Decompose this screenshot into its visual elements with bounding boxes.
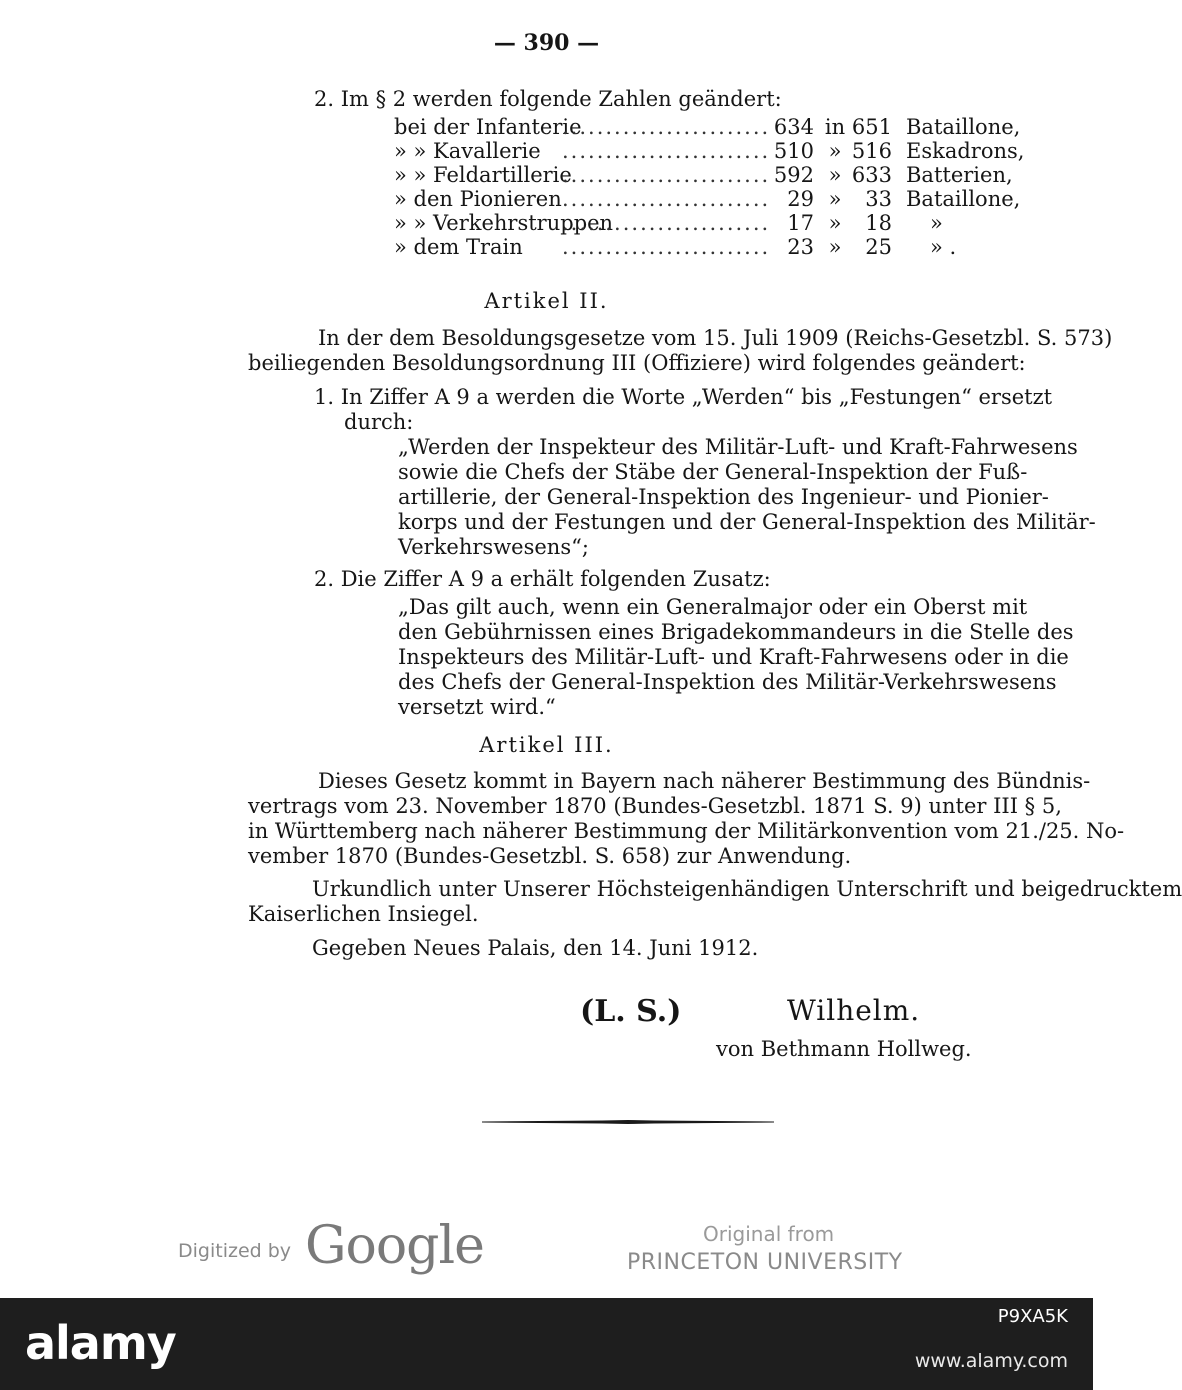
section-intro: 2. Im § 2 werden folgende Zahlen geändert:	[314, 87, 782, 111]
article-3-line: in Württemberg nach näherer Bestimmung der Militärkonvention vom 21./25. No-	[248, 819, 1125, 843]
article-2-line: In der dem Besoldungsgesetze vom 15. Juli 1909 (Reichs-Gesetzbl. S. 573)	[318, 326, 1113, 350]
row-to: 18	[865, 211, 892, 235]
alamy-logo: alamy	[25, 1316, 176, 1370]
quote-1-line: korps und der Festungen und der General-Inspektion des Militär-	[398, 510, 1096, 534]
row-in: »	[828, 187, 842, 211]
alamy-site: www.alamy.com	[914, 1350, 1068, 1372]
quote-2-line: „Das gilt auch, wenn ein Generalmajor oder ein Oberst mit	[398, 595, 1028, 619]
quote-2-line: Inspekteurs des Militär-Luft- und Kraft-Fahrwesens oder in die	[398, 645, 1069, 669]
article-3-line: vertrags vom 23. November 1870 (Bundes-Gesetzbl. 1871 S. 9) unter III § 5,	[248, 794, 1062, 818]
signature-name: Wilhelm.	[787, 994, 921, 1027]
row-in: »	[828, 211, 842, 235]
row-from: 592	[773, 163, 814, 187]
university-label: PRINCETON UNIVERSITY	[627, 1250, 903, 1275]
row-in: »	[828, 235, 842, 259]
table-row	[394, 114, 1021, 140]
article-2-item-2: 2. Die Ziffer A 9 a erhält folgenden Zusatz:	[314, 567, 771, 591]
row-dots: ........................	[562, 187, 771, 211]
row-label: » den Pionieren	[394, 187, 562, 211]
row-label: » » Verkehrstruppen	[394, 211, 614, 235]
quote-2-line: den Gebührnissen eines Brigadekommandeurs in die Stelle des	[398, 620, 1074, 644]
alamy-image-info	[915, 1306, 1068, 1372]
countersignature: von Bethmann Hollweg.	[716, 1037, 972, 1061]
row-label: bei der Infanterie	[394, 115, 582, 139]
digitized-label: Digitized by	[178, 1240, 292, 1262]
quote-2-line: des Chefs der General-Inspektion des Militär-Verkehrswesens	[398, 670, 1057, 694]
seal-mark: (L. S.)	[580, 994, 682, 1029]
table-row	[394, 234, 1010, 260]
row-dots: ........................	[562, 235, 771, 259]
row-unit: »	[930, 211, 943, 235]
article-2-item-1: 1. In Ziffer A 9 a werden die Worte „Werden“ bis „Festungen“ ersetzt	[314, 385, 1053, 409]
row-unit: Batterien,	[906, 163, 1013, 187]
row-to: 651	[851, 115, 892, 139]
row-label: » » Kavallerie	[394, 139, 541, 163]
quote-1-line: artillerie, der General-Inspektion des Ingenieur- und Pionier-	[398, 485, 1049, 509]
row-from: 29	[787, 187, 814, 211]
table-row	[394, 162, 1013, 188]
article-2-item-1-cont: durch:	[344, 410, 414, 434]
row-to: 633	[851, 163, 892, 187]
image-id: P9XA5K	[997, 1306, 1068, 1327]
row-dots: ........................	[562, 139, 771, 163]
row-from: 17	[787, 211, 814, 235]
row-label: » dem Train	[394, 235, 523, 259]
row-from: 634	[773, 115, 814, 139]
row-to: 516	[851, 139, 892, 163]
article-3-heading: Artikel III.	[479, 733, 614, 757]
table-row	[394, 210, 1010, 236]
article-3-line: vember 1870 (Bundes-Gesetzbl. S. 658) zur Anwendung.	[248, 844, 852, 868]
quote-2-line: versetzt wird.“	[398, 695, 556, 719]
dated-line: Gegeben Neues Palais, den 14. Juni 1912.	[312, 936, 759, 960]
original-from-label: Original from	[703, 1222, 835, 1246]
row-in: »	[828, 139, 842, 163]
quote-1-line: sowie die Chefs der Stäbe der General-Inspektion der Fuß-	[398, 460, 1028, 484]
row-unit: » .	[930, 235, 957, 259]
closing-line: Kaiserlichen Insiegel.	[248, 902, 479, 926]
row-dots: ........................	[562, 163, 771, 187]
article-3-line: Dieses Gesetz kommt in Bayern nach näherer Bestimmung des Bündnis-	[318, 769, 1091, 793]
closing-line: Urkundlich unter Unserer Höchsteigenhändigen Unterschrift und beigedrucktem	[312, 877, 1182, 901]
table-row	[394, 186, 1021, 212]
row-to: 25	[865, 235, 892, 259]
row-from: 23	[787, 235, 814, 259]
row-label: » » Feldartillerie	[394, 163, 572, 187]
row-dots: ........................	[562, 115, 771, 139]
page-number: — 390 —	[493, 30, 600, 56]
row-in: »	[828, 163, 842, 187]
row-unit: Bataillone,	[906, 187, 1021, 211]
row-from: 510	[773, 139, 814, 163]
row-unit: Bataillone,	[906, 115, 1021, 139]
table-row	[394, 138, 1025, 164]
row-dots: ........................	[562, 211, 771, 235]
closing-rule	[482, 1120, 774, 1124]
article-2-line: beiliegenden Besoldungsordnung III (Offiziere) wird folgendes geändert:	[248, 351, 1026, 375]
quote-1-line: Verkehrswesens“;	[398, 535, 589, 559]
row-in: in	[824, 115, 846, 139]
google-logo: Google	[305, 1216, 484, 1276]
row-unit: Eskadrons,	[906, 139, 1025, 163]
row-to: 33	[865, 187, 892, 211]
article-2-heading: Artikel II.	[484, 289, 609, 313]
quote-1-line: „Werden der Inspekteur des Militär-Luft- und Kraft-Fahrwesens	[398, 435, 1078, 459]
